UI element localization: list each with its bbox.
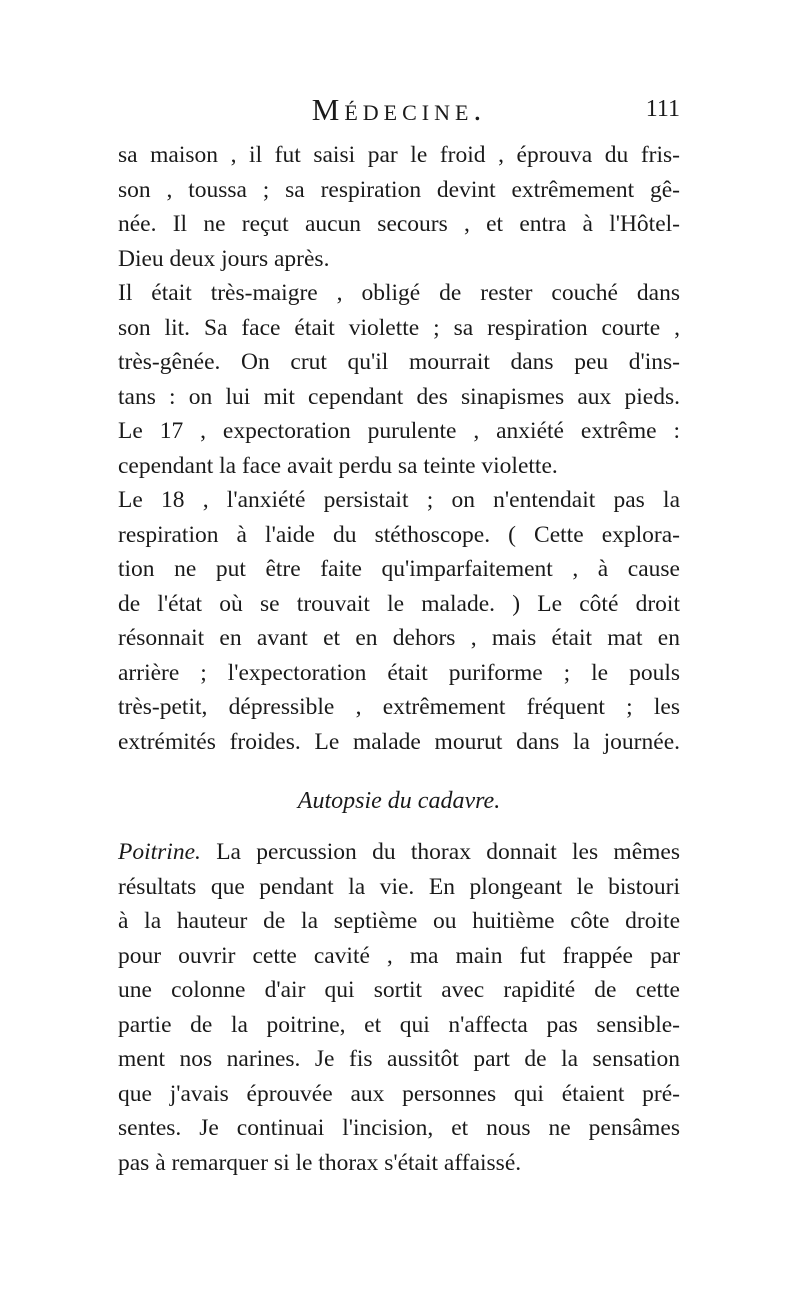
text-line: que j'avais éprouvée aux personnes qui étaient pré-: [118, 1080, 680, 1107]
text-line: résonnait en avant et en dehors , mais était mat en: [118, 625, 680, 651]
text-line: Il était très-maigre , obligé de rester couché dans: [118, 280, 680, 306]
text-line: Le 17 , expectoration purulente , anxiété extrême :: [118, 418, 680, 444]
paragraph-lead: Poitrine.: [118, 839, 201, 865]
text-line: respiration à l'aide du stéthoscope. ( Cette explora-: [118, 521, 680, 548]
text-line: partie de la poitrine, et qui n'affecta pas sensible-: [118, 1011, 680, 1038]
text-line: son lit. Sa face était violette ; sa respiration courte ,: [118, 314, 680, 341]
text-line: résultats que pendant la vie. En plongeant le bistouri: [118, 873, 680, 900]
text-line: sentes. Je continuai l'incision, et nous ne pensâmes: [118, 1115, 680, 1141]
paragraph: [118, 276, 680, 414]
text-line: son , toussa ; sa respiration devint extrêmement gê-: [118, 176, 680, 203]
text-line: de l'état où se trouvait le malade. ) Le côté droit: [118, 590, 680, 617]
text-line: ment nos narines. Je fis aussitôt part de la sensation: [118, 1046, 680, 1072]
section-spacer: [118, 821, 680, 835]
body-text: [118, 138, 680, 1180]
page-number: 111: [645, 96, 680, 122]
text-line: Le 18 , l'anxiété persistait ; on n'entendait pas la: [118, 487, 680, 513]
text-line: [118, 835, 680, 870]
running-title: Médecine.: [311, 92, 487, 127]
paragraph: [118, 138, 680, 276]
text-line: très-gênée. On crut qu'il mourrait dans peu d'ins-: [118, 349, 680, 375]
paragraph: [118, 414, 680, 483]
text-line: tion ne put être faite qu'imparfaitement , à cause: [118, 556, 680, 582]
text-line: une colonne d'air qui sortit avec rapidité de cette: [118, 977, 680, 1003]
text-line: pas à remarquer si le thorax s'était affaissé.: [118, 1149, 522, 1176]
text-line: née. Il ne reçut aucun secours , et entra à l'Hôtel-: [118, 211, 680, 237]
text-line: arrière ; l'expectoration était puriforme ; le pouls: [118, 659, 680, 686]
text-line-rest: La percussion du thorax donnait les mêmes: [200, 839, 680, 865]
text-line: à la hauteur de la septième ou huitième côte droite: [118, 908, 680, 934]
text-line: sa maison , il fut saisi par le froid , éprouva du fris-: [118, 142, 680, 168]
section-spacer: [118, 759, 680, 781]
text-line: cependant la face avait perdu sa teinte violette.: [118, 452, 558, 479]
text-line: tans : on lui mit cependant des sinapismes aux pieds.: [118, 383, 680, 410]
text-line: très-petit, dépressible , extrêmement fréquent ; les: [118, 694, 680, 720]
text-line: Dieu deux jours après.: [118, 245, 330, 272]
paragraph: [118, 483, 680, 759]
page-header: [118, 92, 680, 132]
section-heading: Autopsie du cadavre.: [297, 788, 501, 814]
paragraph: [118, 835, 680, 1180]
text-line: extrémités froides. Le malade mourut dans la journée.: [118, 728, 680, 755]
text-line: pour ouvrir cette cavité , ma main fut frappée par: [118, 942, 680, 969]
